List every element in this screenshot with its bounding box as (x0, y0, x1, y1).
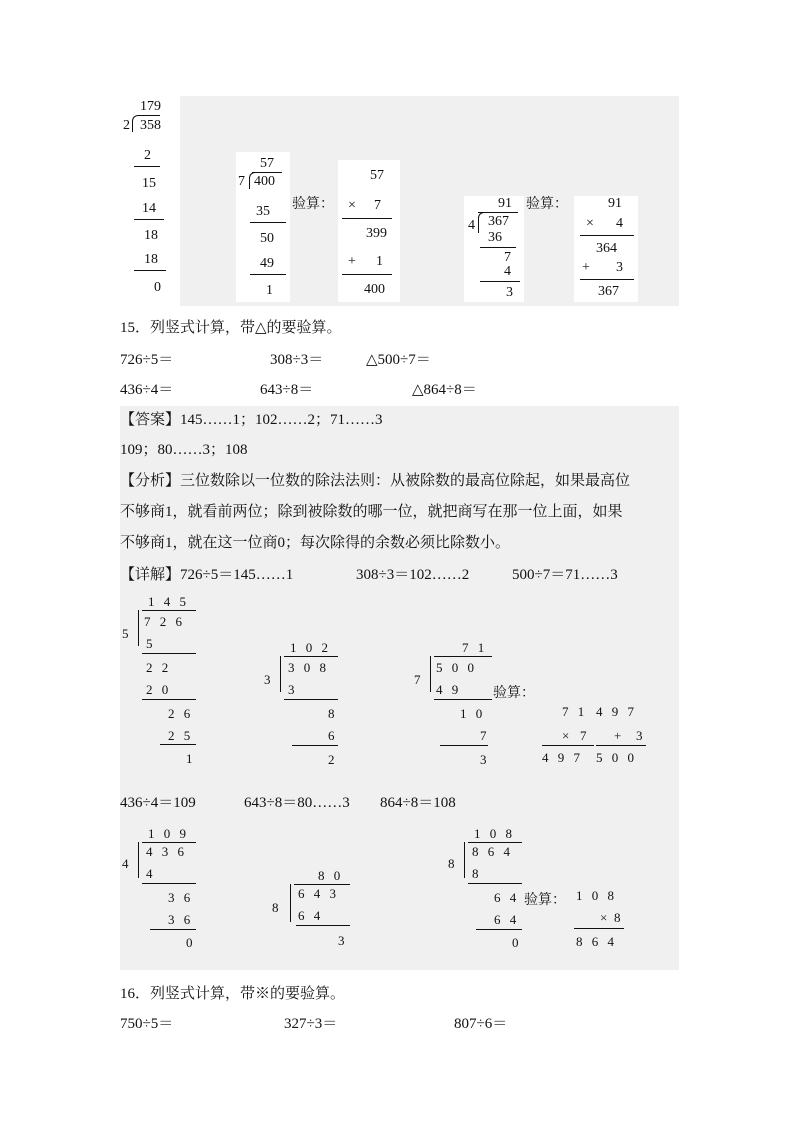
multiplier: 4 (616, 216, 623, 231)
long-division-91 (464, 196, 524, 302)
step: 3 (288, 682, 295, 697)
dividend: 7 2 6 (144, 614, 182, 629)
step: 6 4 (494, 912, 517, 927)
quotient: 179 (140, 99, 161, 114)
verify-label: 验算： (292, 197, 334, 212)
problem: 308÷3＝ (270, 352, 324, 368)
sum: 367 (598, 284, 619, 299)
step: 2 2 (146, 660, 169, 675)
verification-57 (338, 160, 400, 302)
problem: 327÷3＝ (284, 1016, 338, 1032)
equation: 308÷3＝102……2 (356, 567, 470, 583)
answer-line: 109；80……3；108 (120, 442, 248, 458)
question-16-title: 16．列竖式计算，带※的要验算。 (120, 986, 346, 1002)
multiplicand: 91 (608, 196, 622, 211)
dividend: 3 0 8 (288, 660, 326, 675)
step: 50 (260, 231, 274, 246)
equation: 643÷8＝80……3 (244, 795, 350, 811)
long-division-109 (120, 824, 210, 954)
addition-497+3 (594, 704, 654, 768)
step: 6 4 (298, 908, 321, 923)
step: 4 (504, 264, 511, 279)
addend: 3 (636, 728, 643, 743)
step: 2 5 (168, 728, 191, 743)
answer-line: 【答案】145……1；102……2；71……3 (120, 412, 383, 428)
divisor: 8 (272, 900, 279, 915)
step: 4 9 (436, 682, 459, 697)
quotient: 57 (260, 156, 274, 171)
long-division-71 (412, 638, 502, 768)
plus-sign: + (348, 254, 356, 269)
step: 2 0 (146, 682, 169, 697)
times-sign: × (600, 910, 608, 925)
product: 364 (596, 241, 617, 256)
step: 3 6 (168, 890, 191, 905)
multiplication-108x8 (570, 888, 630, 952)
quotient: 1 4 5 (148, 594, 186, 609)
analysis-line: 不够商1，就在这一位商0；每次除得的余数必须比除数小。 (120, 535, 511, 551)
long-division-80 (270, 866, 360, 952)
verify-label: 验算： (524, 893, 566, 908)
step: 15 (142, 176, 156, 191)
step: 1 0 (460, 706, 483, 721)
times-sign: × (348, 198, 356, 213)
step: 2 (144, 148, 151, 163)
long-division-108 (446, 824, 536, 954)
dividend: 367 (488, 214, 509, 229)
quotient: 1 0 2 (290, 640, 328, 655)
times-sign: × (586, 216, 594, 231)
equation: 436÷4＝109 (120, 795, 196, 811)
dividend: 358 (140, 118, 161, 133)
remainder: 0 (186, 935, 193, 950)
multiplier: 7 (374, 198, 381, 213)
sum: 5 0 0 (596, 750, 634, 765)
plus-sign: + (614, 728, 622, 743)
long-division-179 (120, 96, 180, 306)
problem: 726÷5＝ (120, 352, 174, 368)
step: 36 (488, 230, 502, 245)
step: 6 (328, 728, 335, 743)
multiplier: 8 (614, 910, 621, 925)
problem: △864÷8＝ (412, 382, 477, 398)
remainder: 3 (480, 752, 487, 767)
step: 35 (256, 204, 270, 219)
multiplication-71x7 (538, 704, 598, 768)
remainder: 1 (186, 751, 193, 766)
remainder: 3 (506, 285, 513, 300)
quotient: 7 1 (462, 640, 485, 655)
step: 8 (472, 866, 479, 881)
step: 5 (146, 636, 153, 651)
dividend: 8 6 4 (472, 844, 510, 859)
remainder: 3 (338, 933, 345, 948)
addend: 4 9 7 (596, 704, 634, 719)
step: 49 (260, 256, 274, 271)
problem: △500÷7＝ (366, 352, 431, 368)
analysis-line: 【分析】三位数除以一位数的除法法则：从被除数的最高位除起，如果最高位 (120, 473, 631, 489)
dividend: 6 4 3 (298, 886, 336, 901)
step: 8 (328, 706, 335, 721)
long-division-102 (262, 638, 352, 768)
long-division-57 (236, 152, 290, 302)
detail-label: 【详解】726÷5＝145……1 (120, 567, 294, 583)
dividend: 5 0 0 (436, 660, 474, 675)
problem: 750÷5＝ (120, 1016, 174, 1032)
remainder: 0 (512, 935, 519, 950)
divisor: 3 (264, 672, 271, 687)
dividend: 4 3 6 (146, 844, 184, 859)
verify-label: 验算： (493, 686, 535, 701)
sum: 400 (364, 282, 385, 297)
multiplier: 7 (580, 728, 587, 743)
divisor: 7 (238, 174, 245, 189)
addend: 1 (376, 254, 383, 269)
addend: 3 (616, 260, 623, 275)
multiplicand: 1 0 8 (576, 888, 614, 903)
step: 4 (146, 866, 153, 881)
product: 4 9 7 (542, 750, 580, 765)
quotient: 8 0 (318, 868, 341, 883)
times-sign: × (562, 728, 570, 743)
verify-label: 验算： (526, 197, 568, 212)
problem: 436÷4＝ (120, 382, 174, 398)
step: 18 (144, 252, 158, 267)
quotient: 91 (498, 196, 512, 211)
step: 7 (504, 250, 511, 265)
question-15-title: 15．列竖式计算，带△的要验算。 (120, 320, 342, 336)
verification-91 (574, 196, 638, 302)
dividend: 400 (254, 174, 275, 189)
remainder: 1 (266, 283, 273, 298)
problem: 807÷6＝ (454, 1016, 508, 1032)
step: 7 (480, 728, 487, 743)
problem: 643÷8＝ (260, 382, 314, 398)
product: 8 6 4 (576, 934, 614, 949)
divisor: 7 (414, 672, 421, 687)
quotient: 1 0 8 (474, 826, 512, 841)
step: 2 6 (168, 706, 191, 721)
divisor: 4 (122, 856, 129, 871)
equation: 500÷7＝71……3 (512, 567, 618, 583)
multiplicand: 7 1 (562, 704, 585, 719)
remainder: 0 (154, 280, 161, 295)
divisor: 2 (123, 118, 130, 133)
plus-sign: + (582, 260, 590, 275)
step: 3 6 (168, 912, 191, 927)
divisor: 4 (468, 218, 475, 233)
quotient: 1 0 9 (148, 826, 186, 841)
product: 399 (366, 226, 387, 241)
multiplicand: 57 (370, 168, 384, 183)
analysis-line: 不够商1，就看前两位；除到被除数的哪一位，就把商写在那一位上面，如果 (120, 504, 623, 520)
long-division-145 (120, 592, 210, 772)
step: 6 4 (494, 890, 517, 905)
step: 18 (144, 228, 158, 243)
equation: 864÷8＝108 (380, 795, 456, 811)
divisor: 8 (448, 856, 455, 871)
step: 14 (142, 201, 156, 216)
remainder: 2 (328, 752, 335, 767)
divisor: 5 (122, 626, 129, 641)
